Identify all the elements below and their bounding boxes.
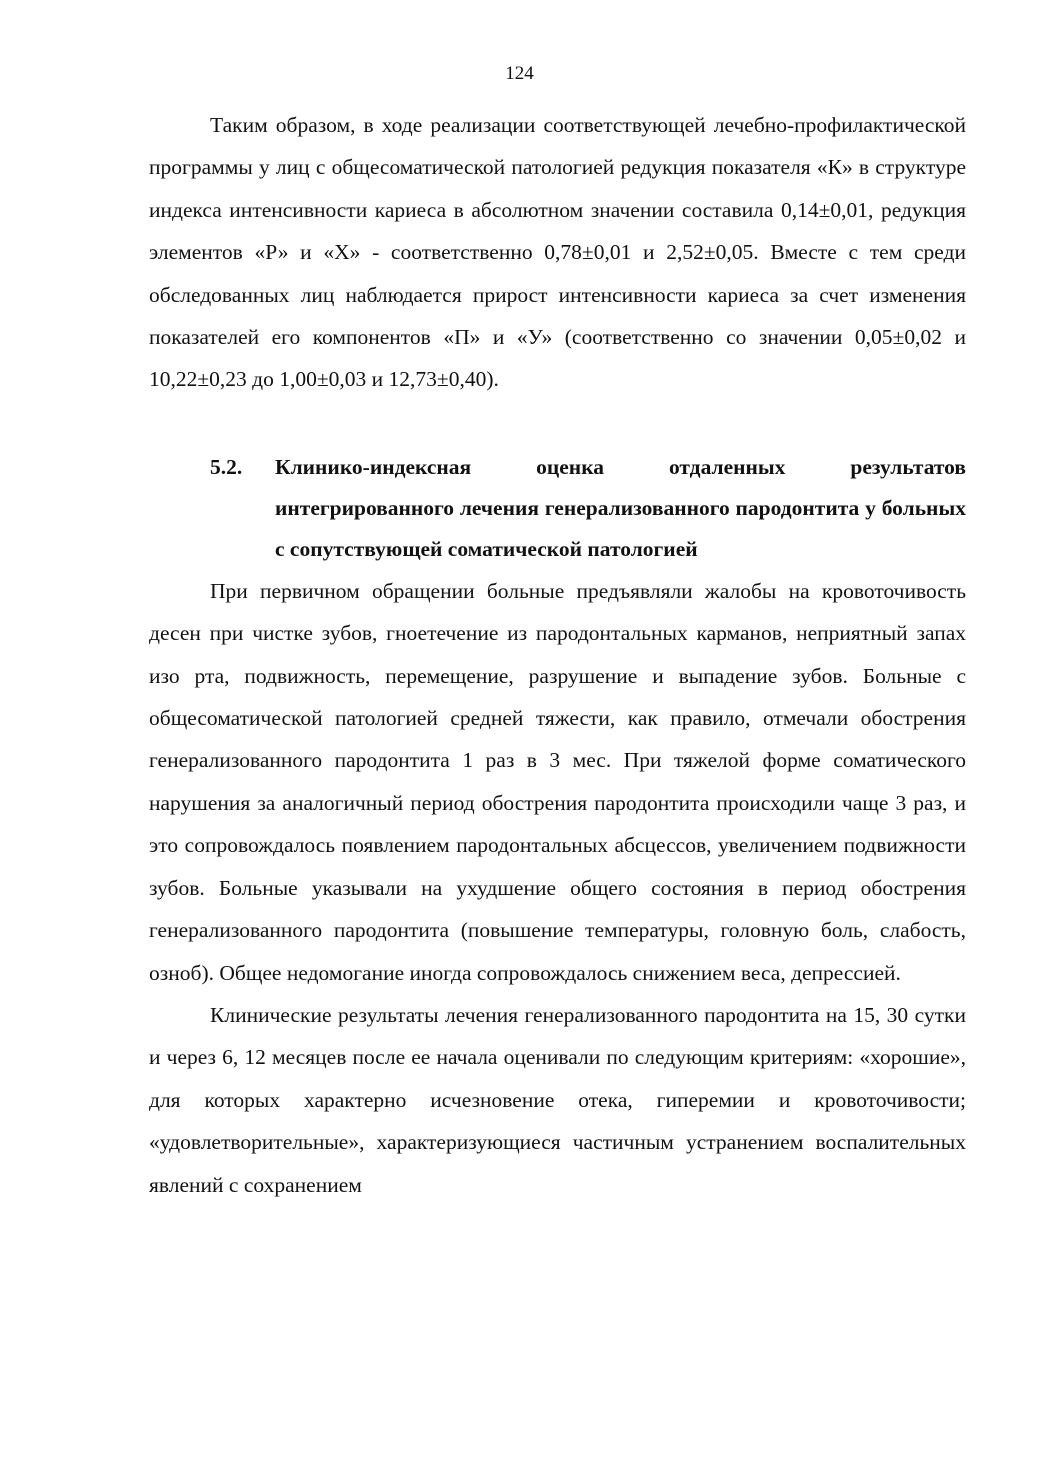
document-body [149, 104, 966, 1206]
paragraph-clinical-results: Клинические результаты лечения генерализованного пародонтита на 15, 30 сутки и через 6, 12 месяцев после ее начала оценивали по следующим критериям: «хорошие», для которых характерно исчезновение отека, гиперемии и кровоточивости; «удовлетворительные», характеризующиеся частичным устранением воспалительных явлений с сохранением [149, 1002, 966, 1197]
page-number: 124 [505, 63, 534, 84]
section-number: 5.2. [210, 454, 243, 479]
section-heading [149, 447, 966, 570]
section-title: Клинико-индексная оценка отдаленных результатов интегрированного лечения генерализованного пародонтита у больных с сопутствующей соматической патологией [275, 454, 966, 561]
paragraph-caries-summary: Таким образом, в ходе реализации соответствующей лечебно-профилактической программы у лиц с общесоматической патологией редукция показателя «К» в структуре индекса интенсивности кариеса в абсолютном значении составила 0,14±0,01, редукция элементов «Р» и «Х» - соответственно 0,78±0,01 и 2,52±0,05. Вместе с тем среди обследованных лиц наблюдается прирост интенсивности кариеса за счет изменения показателей его компонентов «П» и «У» (соответственно со значении 0,05±0,02 и 10,22±0,23 до 1,00±0,03 и 12,73±0,40). [149, 113, 966, 392]
paragraph-initial-complaints: При первичном обращении больные предъявляли жалобы на кровоточивость десен при чистке зубов, гноетечение из пародонтальных карманов, неприятный запах изо рта, подвижность, перемещение, разрушение и выпадение зубов. Больные с общесоматической патологией средней тяжести, как правило, отмечали обострения генерализованного пародонтита 1 раз в 3 мес. При тяжелой форме соматического нарушения за аналогичный период обострения пародонтита происходили чаще 3 раз, и это сопровождалось появлением пародонтальных абсцессов, увеличением подвижности зубов. Больные указывали на ухудшение общего состояния в период обострения генерализованного пародонтита (повышение температуры, головную боль, слабость, озноб). Общее недомогание иногда сопровождалось снижением веса, депрессией. [149, 578, 966, 985]
